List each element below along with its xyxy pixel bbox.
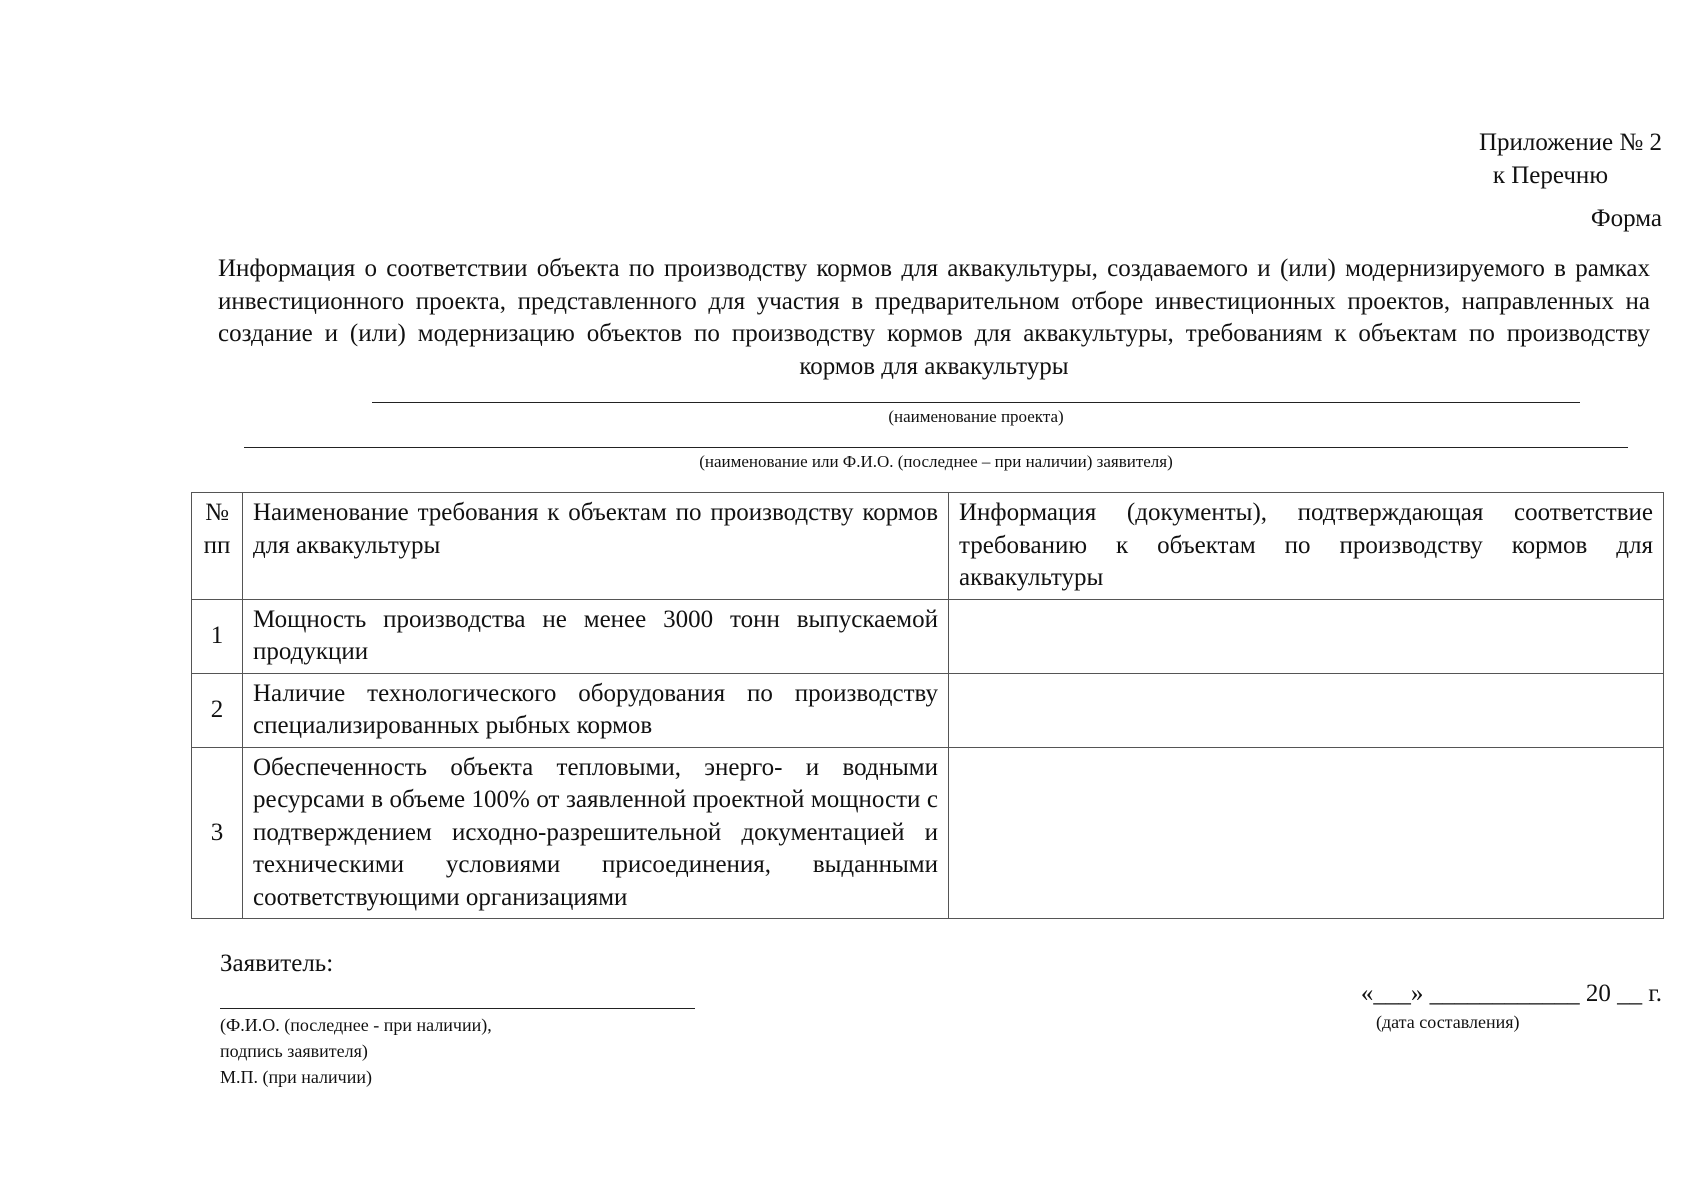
row-info-cell[interactable] [949,599,1664,673]
header-requirement: Наименование требования к объектам по производству кормов для аквакультуры [243,493,949,600]
annex-number: Приложение № 2 [1478,129,1662,156]
date-field[interactable]: «___» ____________ 20 __ г. [1360,980,1662,1007]
table-row [192,747,1664,919]
row-info-cell[interactable] [949,747,1664,919]
applicant-name-line[interactable] [244,447,1628,448]
project-name-caption: (наименование проекта) [888,407,1064,426]
requirements-table [191,492,1664,919]
project-name-line[interactable] [372,402,1580,403]
document-title: Информация о соответствии объекта по производству кормов для аквакультуры, создаваемого и (или) модернизируемого в рамках инвестиционного проекта, представленного для участия в предварительном отборе инвестиционных проектов, направленных на создание и (или) модернизацию объектов по производству кормов для аквакультуры, требованиям к объектам по производству кормов для аквакультуры [218,255,1650,380]
date-caption: (дата составления) [1376,1012,1520,1032]
applicant-label: Заявитель: [220,950,334,977]
signature-caption-sign: подпись заявителя) [220,1041,368,1061]
row-info-cell[interactable] [949,673,1664,747]
form-label: Форма [1590,205,1662,232]
row-number: 3 [192,747,243,919]
annex-to-list: к Перечню [1492,162,1608,189]
table-row [192,673,1664,747]
signature-caption [220,1012,492,1090]
signature-line[interactable] [220,1008,695,1009]
table-header-row [192,493,1664,600]
signature-caption-name: (Ф.И.О. (последнее - при наличии), [220,1015,492,1035]
row-requirement: Мощность производства не менее 3000 тонн выпускаемой продукции [243,599,949,673]
stamp-caption: М.П. (при наличии) [220,1067,372,1087]
annex-reference [1479,126,1662,192]
row-number: 1 [192,599,243,673]
applicant-name-caption: (наименование или Ф.И.О. (последнее – при наличии) заявителя) [699,452,1173,471]
header-info: Информация (документы), подтверждающая соответствие требованию к объектам по производству кормов для аквакультуры [949,493,1664,600]
row-number: 2 [192,673,243,747]
table-row [192,599,1664,673]
row-requirement: Обеспеченность объекта тепловыми, энерго- и водными ресурсами в объеме 100% от заявленной проектной мощности с подтверждением исходно-разрешительной документацией и техническими условиями присоединения, выданными соответствующими организациями [243,747,949,919]
row-requirement: Наличие технологического оборудования по производству специализированных рыбных кормов [243,673,949,747]
header-number: № пп [192,493,243,600]
